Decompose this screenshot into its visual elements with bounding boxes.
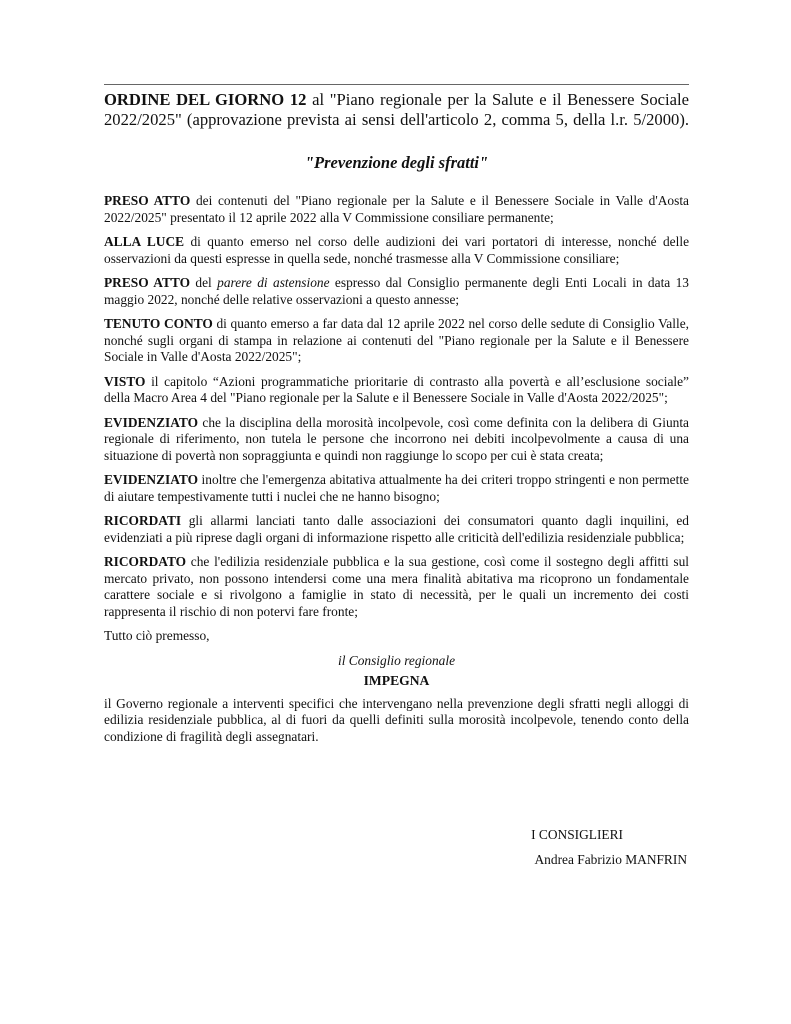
top-rule [104, 84, 689, 85]
paragraph-evidenziato-2 [104, 472, 689, 505]
council-line: il Consiglio regionale [337, 652, 456, 668]
paragraph-text: il capitolo “Azioni programmatiche prioritarie di contrasto alla povertà e all’esclusione sociale” della Macro Area 4 del "Piano regionale per la Salute e il Benessere Sociale in Valle d'Aosta 2022/2025"; [104, 373, 689, 405]
document-title-line2: 2022/2025" (approvazione prevista ai sensi dell'articolo 2, comma 5, della l.r. 5/2000). [104, 110, 689, 129]
paragraph-tenuto-conto [104, 316, 689, 366]
paragraph-evidenziato-1 [104, 415, 689, 465]
paragraph-lead: RICORDATO [104, 554, 187, 569]
paragraph-ricordati [104, 513, 689, 546]
paragraph-lead: ALLA LUCE [104, 234, 185, 249]
paragraph-lead: EVIDENZIATO [104, 414, 199, 430]
paragraph-text-a: del [190, 275, 218, 290]
paragraph-lead: PRESO ATTO [104, 193, 191, 208]
commitment-paragraph: il Governo regionale a interventi specifici che intervengano nella prevenzione degli sfratti negli alloggi di edilizia residenziale pubblica, al di fuori da quelli definiti sulla morosità incolpevole, tenendo conto della condizione di fragilità degli assegnatari. [104, 695, 689, 744]
document-page [104, 84, 689, 753]
signature-name: Andrea Fabrizio MANFRIN [534, 851, 687, 867]
paragraph-text: di quanto emerso nel corso delle audizioni dei vari portatori di interesse, nonché delle osservazioni da questi espresse in quella sede, nonché trasmesse alla V Commissione consiliare; [104, 234, 690, 266]
paragraph-preso-atto-1 [104, 193, 689, 226]
premesso-line: Tutto ciò premesso, [104, 628, 210, 643]
paragraph-text: che l'edilizia residenziale pubblica e la sua gestione, così come il sostegno degli affitti sul mercato privato, non possono intendersi come una mera finalità abitativa ma ricoprono un fondamentale carattere sociale e si rivolgono a famiglie in stato di necessità, per le quali un incremento dei costi rappresenta il rischio di non potervi fare fronte; [104, 554, 689, 619]
paragraph-lead: TENUTO CONTO [104, 316, 213, 331]
signature-block [104, 827, 689, 868]
paragraph-lead: VISTO [104, 373, 146, 389]
paragraph-italic: parere di astensione [217, 275, 330, 290]
paragraph-preso-atto-2 [104, 275, 689, 308]
paragraph-text-b: espresso dal Consiglio permanente degli Enti Locali in data 13 maggio 2022, nonché delle relative osservazioni a questo annesse; [104, 275, 689, 307]
paragraph-lead: EVIDENZIATO [104, 472, 199, 487]
title-line1-rest: al "Piano regionale per la Salute e il Benessere Sociale [306, 90, 689, 109]
paragraph-lead: PRESO ATTO [104, 275, 190, 290]
impegna-heading: IMPEGNA [363, 673, 430, 688]
paragraph-visto [104, 374, 689, 407]
title-bold: ORDINE DEL GIORNO 12 [104, 90, 307, 109]
paragraph-lead: RICORDATI [104, 513, 182, 528]
paragraph-ricordato [104, 554, 689, 620]
paragraph-text: che la disciplina della morosità incolpevole, così come definita con la delibera di Giunta regionale di riferimento, non tutela le persone che incorrono nei debiti incolpevolmente a causa di una situazione di povertà non sopraggiunta e quindi non raggiunge lo scopo per cui è stata creata; [104, 414, 689, 463]
paragraph-text: inoltre che l'emergenza abitativa attualmente ha dei criteri troppo stringenti e non permette di aiutare tempestivamente tutti i nuclei che ne hanno bisogno; [104, 472, 689, 504]
signature-title: I CONSIGLIERI [531, 827, 623, 842]
paragraph-alla-luce [104, 234, 689, 267]
document-title [104, 90, 689, 110]
paragraph-text: gli allarmi lanciati tanto dalle associazioni dei consumatori quanto dagli inquilini, ed evidenziati a più riprese dagli organi di informazione rispetto alle criticità dell'edilizia residenziale pubblica; [104, 513, 689, 545]
paragraph-text: di quanto emerso a far data dal 12 aprile 2022 nel corso delle sedute di Consiglio Valle, nonché sugli organi di stampa in relazione ai contenuti del "Piano regionale per la Salute e il Benessere Sociale in Valle d'Aosta 2022/2025"; [104, 316, 689, 364]
paragraph-text: dei contenuti del "Piano regionale per la Salute e il Benessere Sociale in Valle d'Aosta 2022/2025" presentato il 12 aprile 2022 alla V Commissione consiliare permanente; [104, 193, 689, 225]
document-subtitle: "Prevenzione degli sfratti" [304, 153, 489, 172]
